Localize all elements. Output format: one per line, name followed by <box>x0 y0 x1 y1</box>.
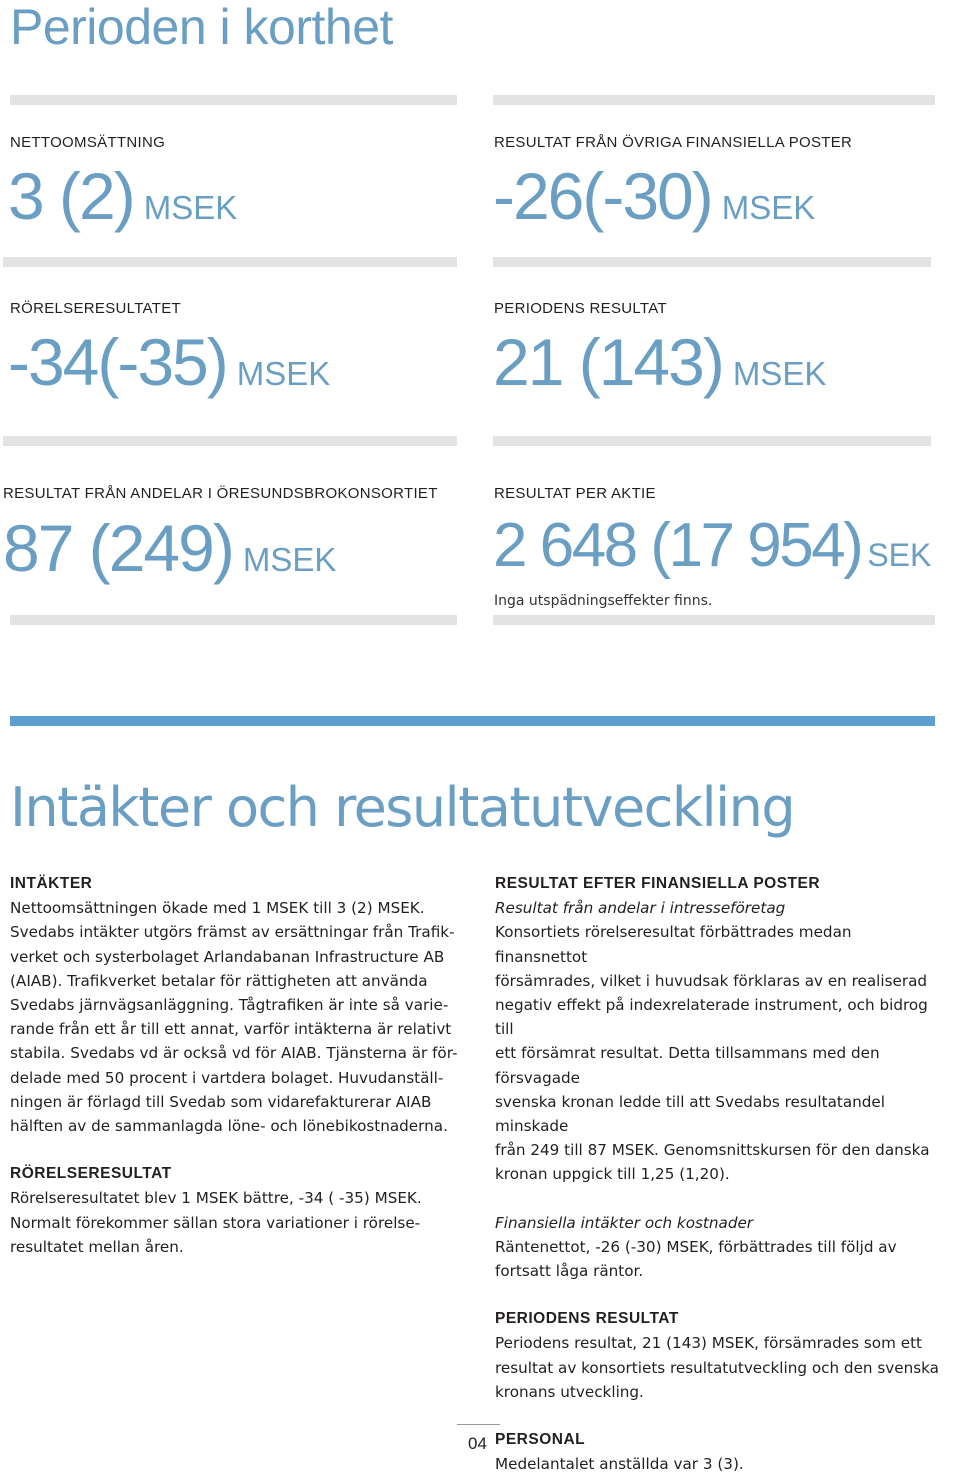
text-line: verket och systerbolaget Arlandabanan Infrastructure AB <box>10 947 445 966</box>
kpi-label-nettoomsattning: NETTOOMSÄTTNING <box>10 134 166 151</box>
text-line: rande från ett år till ett annat, varför intäkterna är relativt <box>10 1020 452 1039</box>
kpi-value-rorelseresultatet <box>8 325 331 399</box>
divider <box>493 257 931 267</box>
left-column <box>10 872 462 1259</box>
heading-intakter: INTÄKTER <box>10 875 93 892</box>
kpi-unit: MSEK <box>732 355 827 392</box>
kpi-value-periodens-resultat <box>493 325 827 399</box>
divider <box>3 257 457 267</box>
kpi-number: -34(-35) <box>8 325 227 399</box>
kpi-label-rorelseresultatet: RÖRELSERESULTATET <box>10 300 181 317</box>
kpi-unit: MSEK <box>242 541 337 578</box>
kpi-number: 21 (143) <box>493 325 723 399</box>
text-line: Räntenettot, -26 (-30) MSEK, förbättrades till följd av <box>495 1237 897 1256</box>
text-line: svenska kronan ledde till att Svedabs resultatandel minskade <box>495 1092 885 1136</box>
text-line: Nettoomsättningen ökade med 1 MSEK till 3 (2) MSEK. <box>10 899 425 918</box>
divider <box>3 436 457 446</box>
kpi-value-andelar <box>3 511 337 585</box>
text-line: delade med 50 procent i vartdera bolaget. Huvudanställ- <box>10 1068 444 1087</box>
text-line: fortsatt låga räntor. <box>495 1262 644 1281</box>
text-line: ningen är förlagd till Svedab som vidarefakturerar AIAB <box>10 1092 432 1111</box>
section-divider <box>10 716 935 726</box>
kpi-value-ovriga-finansiella <box>493 159 816 233</box>
page-number: 04 <box>468 1434 487 1453</box>
text-line: resultat av konsortiets resultatutveckling och den svenska <box>495 1358 939 1377</box>
text-line: resultatet mellan åren. <box>10 1237 184 1256</box>
text-line: (AIAB). Trafikverket betalar för rättigheten att använda <box>10 971 428 990</box>
kpi-unit: MSEK <box>236 355 331 392</box>
page-number-rule <box>457 1424 500 1425</box>
text-line: från 249 till 87 MSEK. Genomsnittskursen för den danska <box>495 1141 930 1160</box>
text-line: negativ effekt på indexrelaterade instrument, och bidrog till <box>495 996 928 1039</box>
subheading-andelar: Resultat från andelar i intresseföretag <box>495 899 786 918</box>
subheading-finansiella: Finansiella intäkter och kostnader <box>495 1213 754 1232</box>
heading-finansiella-poster: RESULTAT EFTER FINANSIELLA POSTER <box>495 875 821 892</box>
kpi-unit: SEK <box>867 537 932 573</box>
text-line: kronan uppgick till 1,25 (1,20). <box>495 1165 730 1184</box>
text-line: Periodens resultat, 21 (143) MSEK, försämrades som ett <box>495 1334 922 1353</box>
text-line: Rörelseresultatet blev 1 MSEK bättre, -34 ( -35) MSEK. <box>10 1189 422 1208</box>
page-title: Perioden i korthet <box>10 0 393 55</box>
right-column <box>495 872 947 1476</box>
text-line: stabila. Svedabs vd är också vd för AIAB. Tjänsterna är för- <box>10 1044 458 1063</box>
kpi-number: -26(-30) <box>493 159 712 233</box>
divider <box>10 615 457 625</box>
text-line: försämrades, vilket i huvudsak förklaras av en realiserad <box>495 971 928 990</box>
kpi-value-nettoomsattning <box>8 159 238 233</box>
text-line: ett försämrat resultat. Detta tillsammans med den försvagade <box>495 1044 880 1087</box>
text-line: Svedabs intäkter utgörs främst av ersättningar från Trafik- <box>10 923 455 942</box>
section-title: Intäkter och resultatutveckling <box>10 776 795 839</box>
divider <box>493 615 935 625</box>
text-line: Konsortiets rörelseresultat förbättrades medan finansnettot <box>495 923 852 966</box>
text-line: kronans utveckling. <box>495 1382 644 1401</box>
text-line: Svedabs järnvägsanläggning. Tågtrafiken är inte så varie- <box>10 996 449 1015</box>
kpi-label-periodens-resultat: PERIODENS RESULTAT <box>494 300 667 317</box>
kpi-label-resultat-per-aktie: RESULTAT PER AKTIE <box>494 485 656 502</box>
kpi-number: 3 (2) <box>8 159 134 233</box>
kpi-label-ovriga-finansiella: RESULTAT FRÅN ÖVRIGA FINANSIELLA POSTER <box>494 134 853 151</box>
text-line: Normalt förekommer sällan stora variationer i rörelse- <box>10 1213 421 1232</box>
heading-periodens-resultat: PERIODENS RESULTAT <box>495 1310 679 1328</box>
kpi-number: 2 648 (17 954) <box>493 511 862 580</box>
heading-personal: PERSONAL <box>495 1431 586 1449</box>
kpi-unit: MSEK <box>721 189 816 226</box>
kpi-note: Inga utspädningseffekter finns. <box>494 593 713 609</box>
divider <box>10 95 457 105</box>
divider <box>493 436 931 446</box>
heading-rorelseresultat: RÖRELSERESULTAT <box>10 1165 172 1183</box>
kpi-value-resultat-per-aktie <box>493 511 932 580</box>
text-line: hälften av de sammanlagda löne- och lönebikostnaderna. <box>10 1117 448 1136</box>
kpi-number: 87 (249) <box>3 511 233 585</box>
divider <box>493 95 935 105</box>
kpi-label-andelar: RESULTAT FRÅN ANDELAR I ÖRESUNDSBROKONSORTIET <box>3 485 438 502</box>
text-line: Medelantalet anställda var 3 (3). <box>495 1455 744 1474</box>
kpi-unit: MSEK <box>143 189 238 226</box>
